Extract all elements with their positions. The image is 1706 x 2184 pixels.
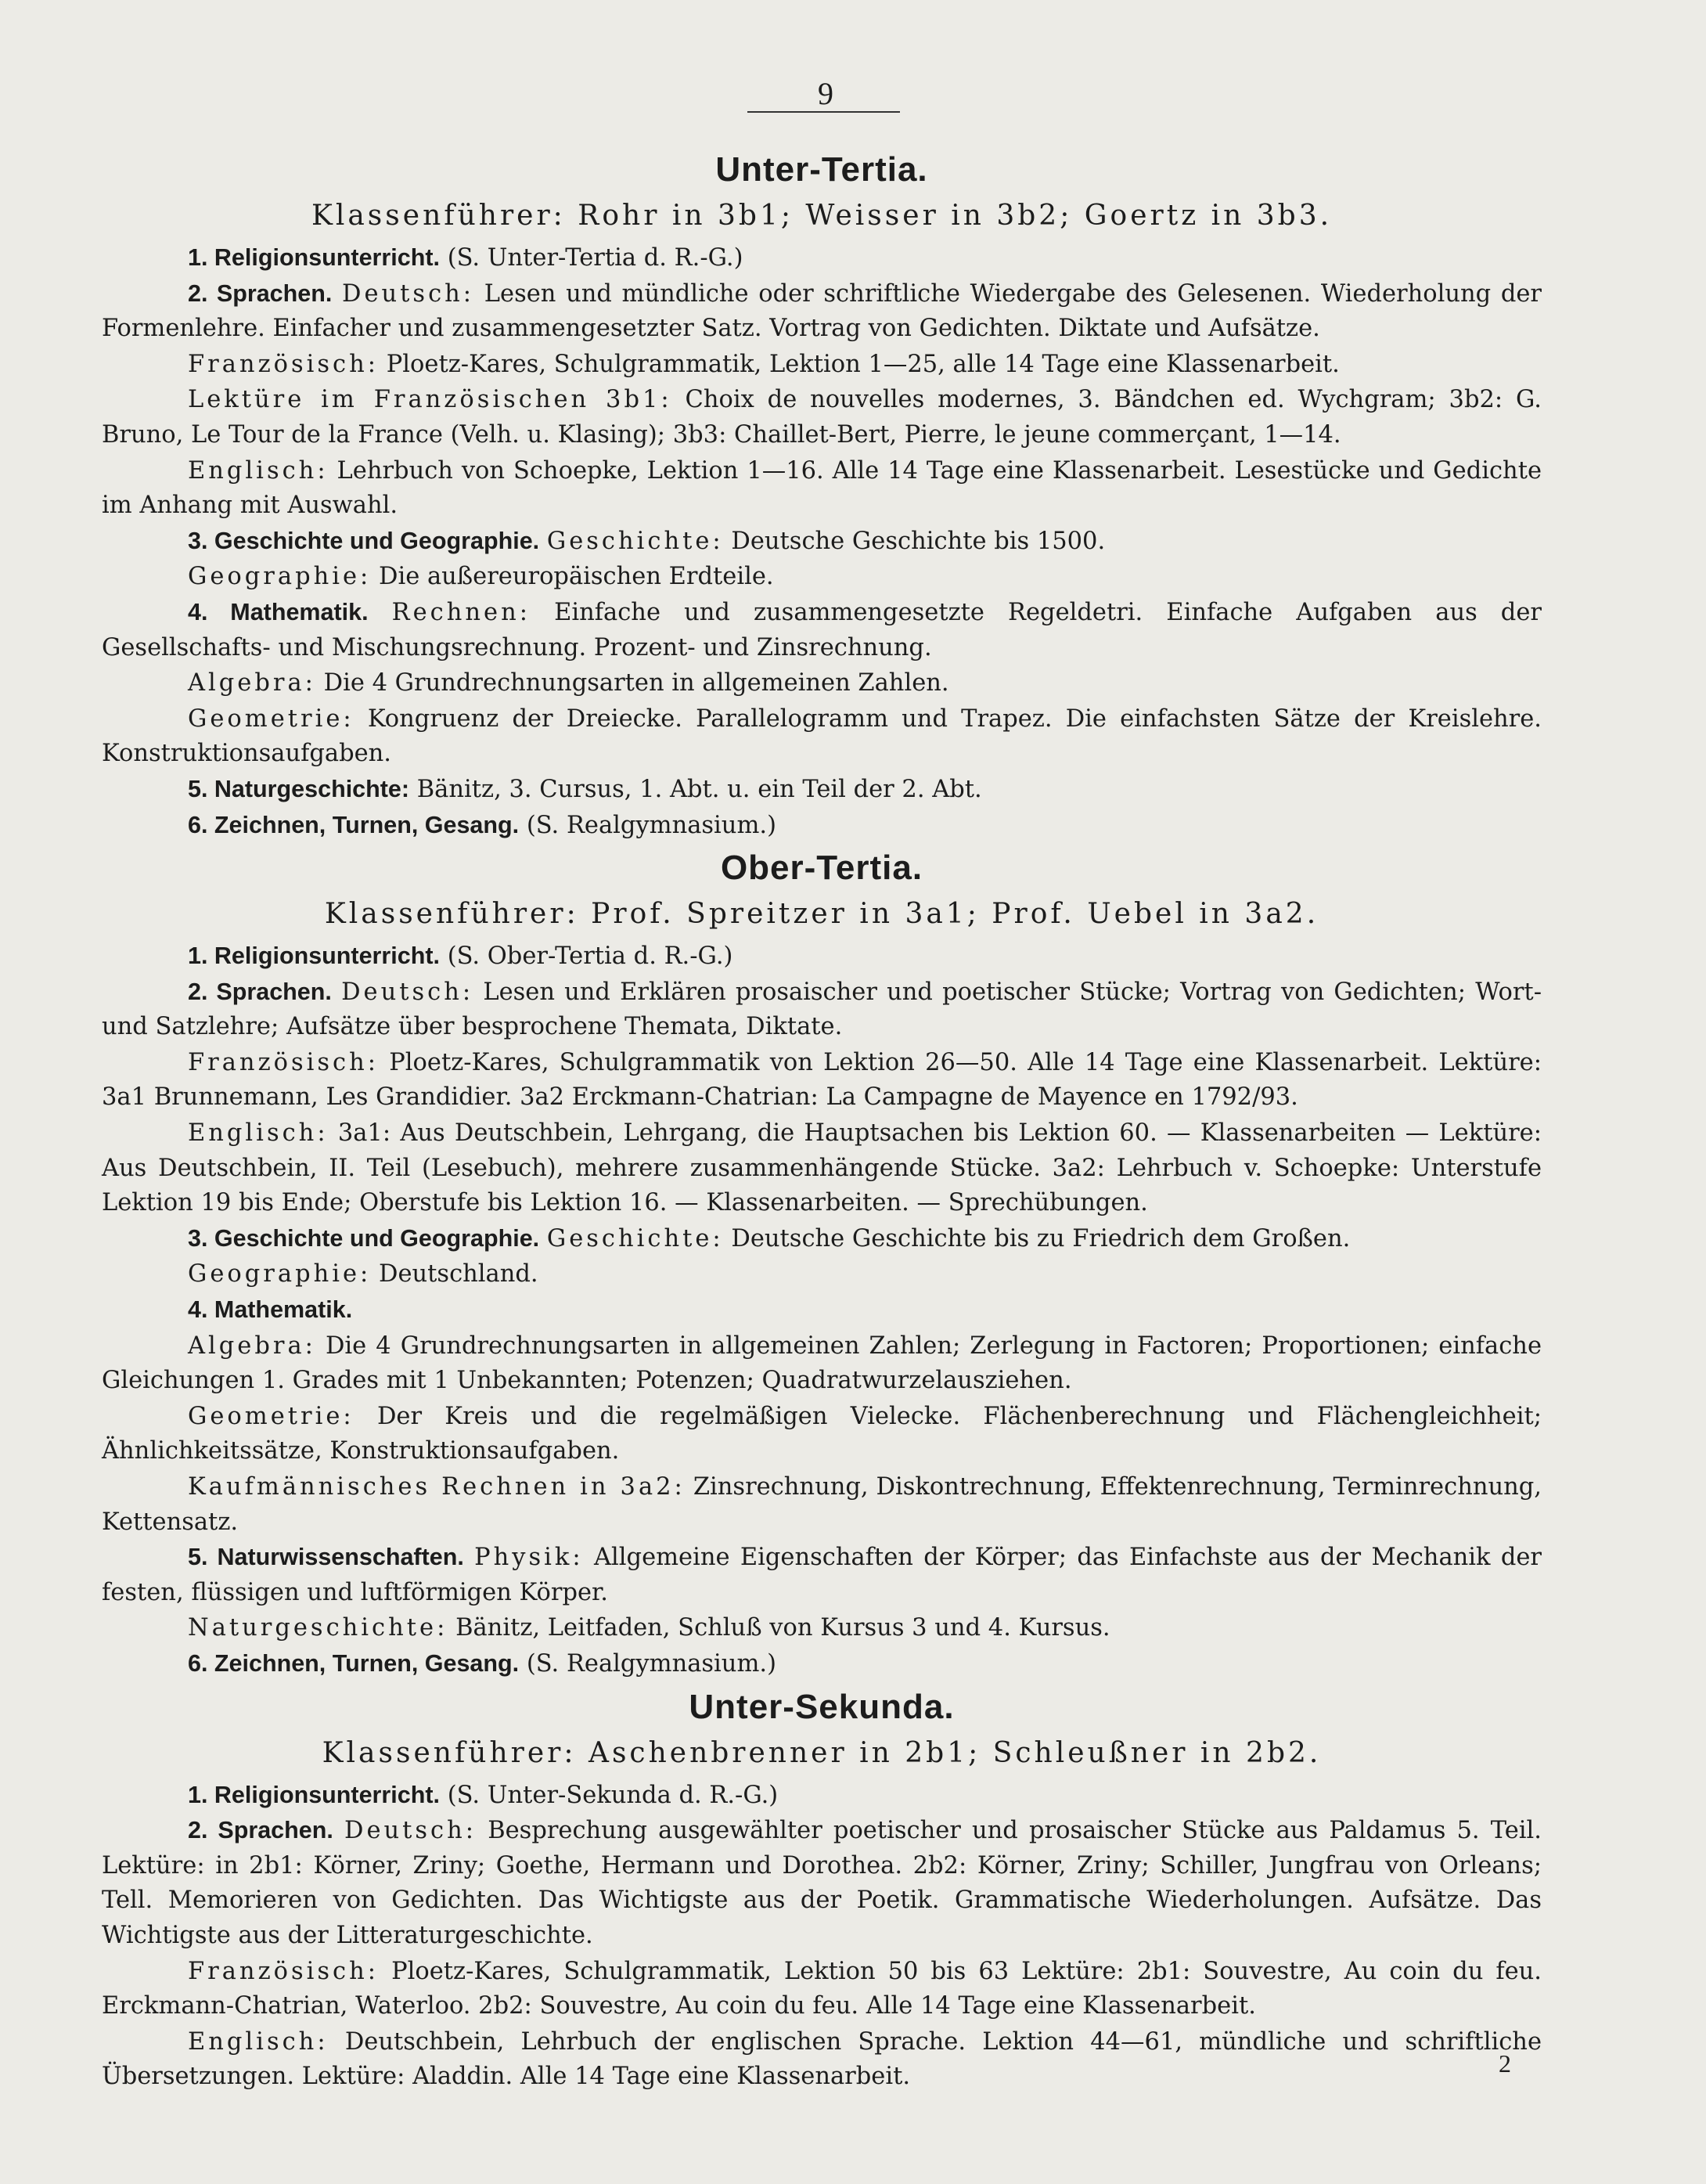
subject-label: Französisch: (188, 1048, 380, 1076)
subject-heading: 1. Religionsunterricht. (188, 942, 440, 970)
page-number: 9 (818, 76, 833, 111)
subject-text: Deutsche Geschichte bis 1500. (731, 527, 1106, 555)
section-title: Unter-Sekunda. (689, 1687, 955, 1726)
subject-paragraph (102, 1221, 1542, 1257)
subject-paragraph (102, 1328, 1542, 1399)
subject-heading: 1. Religionsunterricht. (188, 244, 440, 271)
subject-paragraph (102, 1646, 1542, 1682)
subject-paragraph (102, 2024, 1542, 2095)
subject-label: Physik: (474, 1544, 584, 1572)
subject-heading: 2. Sprachen. (188, 1817, 333, 1844)
klassenfuehrer-line: Klassenführer: Prof. Spreitzer in 3a1; Prof. Uebel in 3a2. (324, 898, 1319, 931)
section-title: Unter-Tertia. (715, 150, 928, 189)
subject-text: Ploetz-Kares, Schulgrammatik von Lektion 26—50. Alle 14 Tage eine Klassenarbeit. Lektüre: 3a1 Brunnemann, Les Grandidier. 3a2 Erckmann-Chatrian: La Campagne de Mayence en 1792/93. (102, 1048, 1542, 1112)
subject-paragraph (102, 665, 1542, 701)
subject-paragraph (102, 1778, 1542, 1814)
subject-heading: 6. Zeichnen, Turnen, Gesang. (188, 811, 520, 838)
subject-text: Ploetz-Kares, Schulgrammatik, Lektion 1—25, alle 14 Tage eine Klassenarbeit. (386, 350, 1340, 378)
subject-label: Deutsch: (341, 978, 474, 1006)
subject-text: Der Kreis und die regelmäßigen Vielecke. Flächenberechnung und Flächengleichheit; Ähnlichkeitssätze, Konstruktionsaufgaben. (102, 1402, 1542, 1465)
subject-paragraph (102, 1399, 1542, 1469)
klassenfuehrer-line: Klassenführer: Aschenbrenner in 2b1; Schleußner in 2b2. (322, 1736, 1322, 1769)
subject-paragraph (102, 975, 1542, 1045)
subject-text: (S. Realgymnasium.) (526, 1649, 776, 1678)
subject-heading: 3. Geschichte und Geographie. (188, 527, 540, 554)
subject-text: Die außereuropäischen Erdteile. (379, 563, 774, 591)
subject-label: Geographie: (188, 563, 372, 591)
subject-text: (S. Unter-Tertia d. R.-G.) (447, 244, 743, 272)
subject-paragraph (102, 1469, 1542, 1540)
subject-paragraph (102, 772, 1542, 808)
subject-text: Zinsrechnung, Diskontrechnung, Effektenrechnung, Terminrechnung, Kettensatz. (102, 1473, 1542, 1536)
subject-label: Französisch: (188, 350, 380, 378)
subject-paragraph (102, 1954, 1542, 2024)
subject-heading: 5. Naturgeschichte: (188, 775, 410, 802)
subject-text: Die 4 Grundrechnungsarten in allgemeinen Zahlen. (323, 669, 949, 697)
subject-paragraph (102, 701, 1542, 772)
subject-text: (S. Unter-Sekunda d. R.-G.) (447, 1781, 779, 1809)
subject-label: Lektüre im Französischen 3b1: (188, 386, 672, 414)
subject-label: Geschichte: (546, 527, 724, 555)
subject-paragraph (102, 1115, 1542, 1221)
subject-paragraph (102, 939, 1542, 975)
subject-paragraph (102, 1256, 1542, 1292)
subject-label: Kaufmännisches Rechnen in 3a2: (188, 1473, 686, 1501)
subject-label: Französisch: (188, 1957, 380, 1985)
subject-text: Lehrbuch von Schoepke, Lektion 1—16. Alle 14 Tage eine Klassenarbeit. Lesestücke und Gedichte im Anhang mit Auswahl. (102, 456, 1542, 520)
subject-paragraph (102, 453, 1542, 524)
subject-text: Deutsche Geschichte bis zu Friedrich dem Großen. (731, 1224, 1351, 1252)
subject-paragraph (102, 559, 1542, 595)
subject-label: Geschichte: (546, 1224, 724, 1252)
subject-heading: 4. Mathematik. (188, 598, 369, 625)
subject-text: Ploetz-Kares, Schulgrammatik, Lektion 50 bis 63 Lektüre: 2b1: Souvestre, Au coin du feu. Erckmann-Chatrian, Waterloo. 2b2: Souvestre, Au coin du feu. Alle 14 Tage eine Klassenarbeit. (102, 1957, 1542, 2020)
subject-paragraph (102, 1540, 1542, 1610)
subject-paragraph (102, 382, 1542, 452)
subject-label: Geographie: (188, 1260, 372, 1288)
subject-text: Besprechung ausgewählter poetischer und prosaischer Stücke aus Paldamus 5. Teil. Lektüre: in 2b1: Körner, Zriny; Goethe, Hermann und Dorothea. 2b2: Körner, Zriny; Schiller, Jungfrau von Orleans; Tell. Memorieren von Gedichten. Das Wichtigste aus der Poetik. Grammatische Wiederholungen. Aufsätze. Das Wichtigste aus der Litteraturgeschichte. (102, 1817, 1542, 1949)
subject-label: Geometrie: (188, 705, 355, 733)
subject-paragraph (102, 347, 1542, 383)
subject-heading: 6. Zeichnen, Turnen, Gesang. (188, 1649, 520, 1677)
subject-paragraph (102, 276, 1542, 347)
subject-label: Englisch: (188, 1119, 329, 1148)
subject-paragraph (102, 1292, 1542, 1328)
subject-paragraph (102, 808, 1542, 844)
subject-text: (S. Ober-Tertia d. R.-G.) (447, 942, 733, 971)
subject-text: Kongruenz der Dreiecke. Parallelogramm und Trapez. Die einfachsten Sätze der Kreislehre. Konstruktionsaufgaben. (102, 705, 1542, 768)
subject-paragraph (102, 240, 1542, 276)
subject-label: Deutsch: (342, 279, 475, 308)
subject-paragraph (102, 595, 1542, 665)
subject-label: Englisch: (188, 456, 329, 485)
subject-heading: 2. Sprachen. (188, 978, 332, 1005)
subject-text: Die 4 Grundrechnungsarten in allgemeinen Zahlen; Zerlegung in Factoren; Proportionen; einfache Gleichungen 1. Grades mit 1 Unbekannten; Potenzen; Quadratwurzelausziehen. (102, 1332, 1542, 1395)
subject-label: Englisch: (188, 2027, 329, 2056)
subject-label: Geometrie: (188, 1402, 355, 1430)
subject-heading: 3. Geschichte und Geographie. (188, 1224, 540, 1252)
subject-text: Lesen und mündliche oder schriftliche Wiedergabe des Gelesenen. Wiederholung der Formenlehre. Einfacher und zusammengesetzter Satz. Vortrag von Gedichten. Diktate und Aufsätze. (102, 279, 1542, 343)
subject-heading: 4. Mathematik. (188, 1296, 353, 1324)
subject-paragraph (102, 1813, 1542, 1953)
subject-text: 3a1: Aus Deutschbein, Lehrgang, die Hauptsachen bis Lektion 60. — Klassenarbeiten — Lektüre: Aus Deutschbein, II. Teil (Lesebuch), mehrere zusammenhängende Stücke. 3a2: Lehrbuch v. Schoepke: Unterstufe Lektion 19 bis Ende; Oberstufe bis Lektion 16. — Klassenarbeiten. — Sprechübungen. (102, 1119, 1542, 1217)
subject-paragraph (102, 524, 1542, 560)
subject-paragraph (102, 1045, 1542, 1115)
section-title: Ober-Tertia. (720, 849, 923, 888)
page-content (102, 145, 1542, 2095)
subject-text: Einfache und zusammengesetzte Regeldetri. Einfache Aufgaben aus der Gesellschafts- und Mischungsrechnung. Prozent- und Zinsrechnung. (102, 598, 1542, 661)
subject-text: Choix de nouvelles modernes, 3. Bändchen ed. Wychgram; 3b2: G. Bruno, Le Tour de la France (Velh. u. Klasing); 3b3: Chaillet-Bert, Pierre, le jeune commerçant, 1—14. (102, 386, 1542, 449)
subject-heading: 1. Religionsunterricht. (188, 1781, 440, 1808)
subject-label: Algebra: (188, 669, 316, 697)
subject-heading: 2. Sprachen. (188, 279, 333, 307)
subject-paragraph (102, 1610, 1542, 1646)
subject-label: Naturgeschichte: (188, 1614, 448, 1642)
subject-label: Deutsch: (344, 1817, 477, 1845)
subject-label: Rechnen: (391, 598, 531, 626)
subject-text: (S. Realgymnasium.) (526, 811, 776, 839)
subject-text: Allgemeine Eigenschaften der Körper; das Einfachste aus der Mechanik der festen, flüssigen und luftförmigen Körper. (102, 1544, 1542, 1606)
subject-text: Deutschland. (379, 1260, 538, 1288)
subject-text: Lesen und Erklären prosaischer und poetischer Stücke; Vortrag von Gedichten; Wort- und Satzlehre; Aufsätze über besprochene Themata, Diktate. (102, 978, 1542, 1041)
klassenfuehrer-line: Klassenführer: Rohr in 3b1; Weisser in 3b2; Goertz in 3b3. (311, 200, 1333, 232)
page-number-rule (747, 111, 900, 113)
subject-text: Deutschbein, Lehrbuch der englischen Sprache. Lektion 44—61, mündliche und schriftliche Übersetzungen. Lektüre: Aladdin. Alle 14 Tage eine Klassenarbeit. (102, 2027, 1542, 2091)
subject-label: Algebra: (188, 1332, 316, 1360)
subject-text: Bänitz, 3. Cursus, 1. Abt. u. ein Teil der 2. Abt. (416, 775, 982, 803)
footer-signature-number: 2 (1499, 2049, 1511, 2078)
subject-heading: 5. Naturwissenschaften. (188, 1544, 464, 1571)
subject-text: Bänitz, Leitfaden, Schluß von Kursus 3 und 4. Kursus. (455, 1614, 1110, 1642)
